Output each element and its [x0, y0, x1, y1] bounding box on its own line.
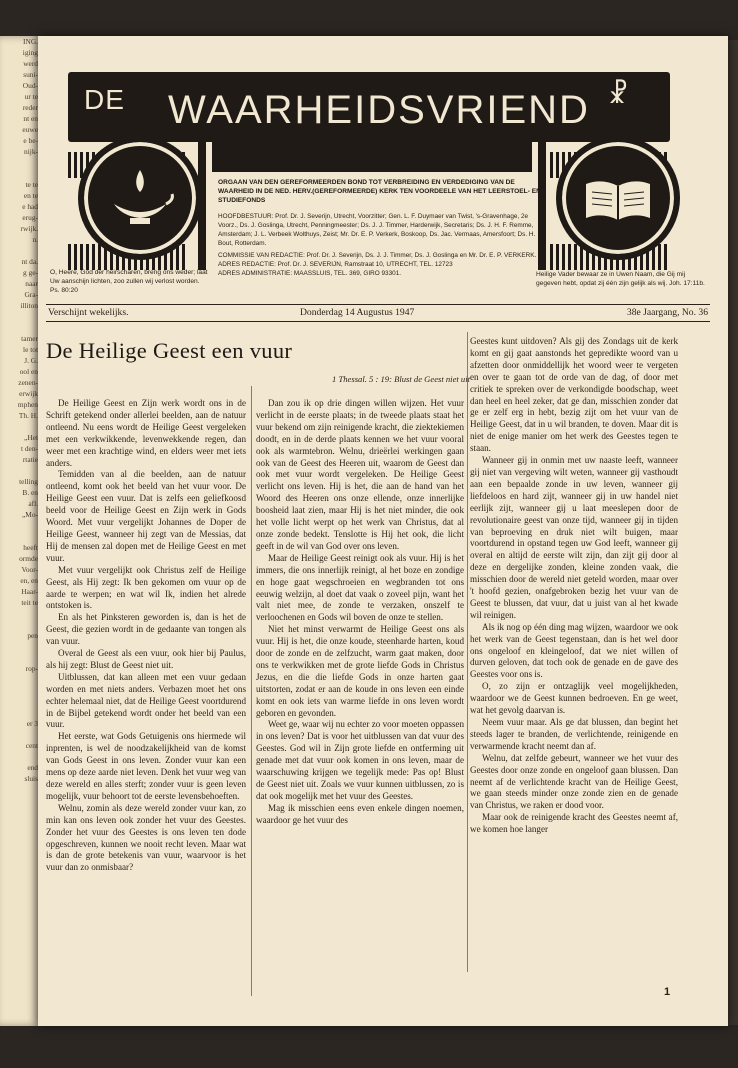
quote-right: Heilige Vader bewaar ze in Uwen Naam, die Gij mij gegeven hebt, opdat zij één zijn gelijk als wij. Joh. 17:11b.	[536, 271, 705, 287]
article-paragraph: Weet ge, waar wij nu echter zo voor moeten oppassen in ons leven? Dat is voor het uitblussen van dat vuur des Geestes. God wil in Zijn grote liefde en ontferming uit genade met dat vuur ook komen in ons leven, maar de waarschuwing krijgen we tegelijk mede: Pas op! Blust de Geest niet uit. Zoals we vuur kunnen uitblussen, zo is dat ook mogelijk met het vuur des Geestes.	[256, 719, 464, 801]
strip-line	[0, 245, 40, 256]
article-paragraph: Het eerste, wat Gods Getuigenis ons hiermede wil inprenten, is wel de noodzakelijkheid van de komst van Gods Geest in ons leven. Zonder vuur kan een mens op deze aarde niet leven. Denk het vuur weg van deze wereld en alles sterft; zonder vuur is geen leven mogelijk, vuur behoort tot de eerste levensbehoeften.	[46, 731, 246, 801]
article-subtitle: 1 Thessal. 5 : 19: Blust de Geest niet uit	[332, 374, 470, 384]
masthead	[48, 46, 712, 301]
article-paragraph: O, zo zijn er ontzaglijk veel mogelijkheden, waardoor we de Geest kunnen bedroeven. En ge weet, wat het gevolg daarvan is.	[470, 681, 678, 716]
strip-line: t den-	[20, 444, 38, 453]
issue-info-bar	[46, 304, 710, 322]
strip-line: Gra-	[24, 290, 38, 299]
article-headline: De Heilige Geest een vuur	[46, 338, 293, 363]
strip-line: ING.	[23, 37, 38, 46]
strip-line	[0, 641, 40, 652]
organ-statement: ORGAAN VAN DEN GEREFORMEERDEN BOND TOT VERBREIDING EN VERDEDIGING VAN DE WAARHEID IN DE NED. HERV.(GEREFORMEERDE) KERK TEN VOORDEELE VAN HET LEERSTOEL- EN STUDIEFONDS	[218, 179, 541, 204]
strip-line	[0, 696, 40, 707]
strip-line: tamer	[21, 334, 38, 343]
article-paragraph: Geestes kunt uitdoven? Als gij des Zondags uit de kerk komt en gij gaat aanstonds het gepredikte woord van u afzetten door onmiddellijk het woord weer te vergeten en over te gaan tot de orde van de dag, of door met critiek te spreken over de verkondigde boodschap, weet dan heel en heel zeker, dat ge dan, misschien zonder dat ge er zelf erg in hebt, bezig zijt om het vuur van de Heilige Geest, dat in u wil branden, te doven. Maar dit is niet de enige manier om het werk des Geestes tegen te staan.	[470, 336, 678, 454]
strip-line	[0, 168, 40, 179]
article-paragraph: Wanneer gij in onmin met uw naaste leeft, wanneer gij niet van vergeving wilt weten, wanneer gij vasthoudt aan een bepaalde zonde in uw leven, wanneer gij liefdeloos en hard zijt, wanneer gij in uw handel niet eerlijk zijt, wanneer gij u laat meeslepen door de revolutionaire geest van onze tijd, wanneer gij in tijden van beproeving en druk niet wilt buigen, maar voortdurend in opstand tegen uw God leeft, wanneer gij overal en altijd de eerste wilt zijn, dan zijt gij door al deze en dergelijke zonden, kleine zonden vaak, die misschien door de wereld niet geteld worden, maar over 't hoofd gezien, onafgebroken bezig het vuur van de Geest te blussen, dat vuur, dat u juist van al het kwade wil reinigen.	[470, 455, 678, 620]
strip-line	[0, 520, 40, 531]
strip-line: e be-	[23, 136, 38, 145]
article-column-3	[470, 336, 678, 836]
strip-line: nijk-	[24, 147, 38, 156]
quote-left: O, Heere, God der heirscharen, breng ons weder; laat Uw aanschijn lichten, zoo zullen wij verlost worden. Ps. 80:20	[50, 269, 208, 294]
article-paragraph: De Heilige Geest en Zijn werk wordt ons in de Schrift getekend onder allerlei beelden, aan de natuur ontleend. Nu eens wordt de Heilige Geest vergeleken met een verkwikkende, levenwekkende regen, dan weer met een krachtige wind, en elders weer met iets anders.	[46, 398, 246, 468]
article-paragraph: Uitblussen, dat kan alleen met een vuur gedaan worden en met niets anders. Verbazen moet het ons echter helemaal niet, dat de Heilige Geest voortdurend in de Bijbel getekend wordt onder het beeld van een vuur.	[46, 671, 246, 730]
strip-line: pen	[27, 631, 38, 640]
strip-line: J. G.	[24, 356, 38, 365]
volume-number: 38e Jaargang, No. 36	[626, 307, 708, 318]
strip-line: afl.	[28, 499, 38, 508]
strip-line	[0, 421, 40, 432]
article-paragraph: Welnu, zomin als deze wereld zonder vuur kan, zo min kan ons leven ook zonder het vuur des Geestes. Zonder het vuur des Geestes is ons leven ten dode opgeschreven, kunnen we nooit recht leven. Maar wat is dan de grote betekenis van vuur, waarvoor is het vuur dan zo onmisbaar?	[46, 802, 246, 873]
article-paragraph: Temidden van al die beelden, aan de natuur ontleend, komt ook het beeld van het vuur voor. De Heilige Geest een vuur. Dat is zelfs een geliefkoosd beeld voor de Heilige Geest en Zijn werk in Gods Woord. Met vuur vergelijkt Johannes de Doper de Heilige Geest, wanneer hij zegt van de Messias, dat Hij de mensen zal dopen met de Heilige Geest en met vuur.	[46, 469, 246, 563]
article-paragraph: Dan zou ik op drie dingen willen wijzen. Het vuur verlicht in de eerste plaats; in de tweede plaats staat het vuur bekend om zijn reinigende kracht, die ziektekiemen doodt, en in de derde plaats kennen we het vuur vooral ook als warmtebron. Welnu, drieërlei werkingen gaan ook van de Geest des Heeren uit, waarom de Geest dan ook met vuur wordt vergeleken. De Heilige Geest verlicht ons leven. Hij is het, die aan de hand van het Woord des Heeren ons onze ellende, onze innerlijke boosheid laat zien, maar Hij is het niet minder, die ook het volle licht werpt op het werk van Christus, dat al onze zonde bedekt. Tenslotte is Hij het ook, die licht geeft in de wil van God over ons leven.	[256, 398, 464, 551]
strip-line: B. en	[22, 488, 38, 497]
article-paragraph: Overal de Geest als een vuur, ook hier bij Paulus, als hij zegt: Blust de Geest niet uit.	[46, 648, 246, 670]
strip-line: ormde	[19, 554, 38, 563]
strip-line: Oud-	[22, 81, 38, 90]
article-paragraph: Maar de Heilige Geest reinigt ook als vuur. Hij is het immers, die ons innerlijk reinigt, al het boze en zondige en hoge gaat wegschroeien en wegbranden tot ons eeuwig welzijn, al doet dat vaak o zoveel pijn, want het valt niet mee, de zonde te verzaken, onszelf te verloochenen en Gods wil boven de onze te stellen.	[256, 552, 464, 623]
newspaper-page	[38, 36, 728, 1026]
strip-line: illiton	[20, 301, 38, 310]
strip-line	[0, 157, 40, 168]
strip-line	[0, 751, 40, 762]
strip-line: rop-	[25, 664, 38, 673]
strip-line: iging	[22, 48, 38, 57]
article-paragraph: Niet het minst verwarmt de Heilige Geest ons als vuur. Hij is het, die onze koude, steenharde harten, koud door de zonde en de zelfzucht, warm gaat maken, door ons te verkwikken met de grote liefde Gods in Christus Jezus, en die die liefde Gods in onze harten gaat uitstorten, zodat er aan de koude in ons leven een einde komt en ook iets van warme liefde in ons leven wordt geboren en gevonden.	[256, 624, 464, 718]
strip-line: naar	[25, 279, 38, 288]
strip-line: en te	[23, 191, 38, 200]
strip-line: euwe	[22, 125, 38, 134]
article-paragraph: Maar ook de reinigende kracht des Geestes neemt af, we komen hoe langer	[470, 812, 678, 835]
adres-redactie: ADRES REDACTIE: Prof. Dr. J. SEVERIJN, Ramstraat 10, UTRECHT, TEL. 12723	[218, 261, 453, 268]
strip-line: end	[27, 763, 38, 772]
column-rule	[251, 386, 252, 996]
issue-date: Donderdag 14 Augustus 1947	[300, 307, 415, 318]
open-bible-icon	[556, 136, 680, 260]
strip-line: le tot	[23, 345, 38, 354]
strip-line	[0, 465, 40, 476]
adjacent-page-strip	[0, 36, 40, 1026]
strip-line: nt da.	[21, 257, 38, 266]
strip-line: e had	[22, 202, 38, 211]
strip-line	[0, 619, 40, 630]
strip-line: erwijk	[19, 389, 38, 398]
strip-line	[0, 311, 40, 322]
article-column-2	[256, 398, 464, 827]
strip-line: te te	[25, 180, 38, 189]
article-column-1	[46, 398, 246, 874]
article-paragraph: Als ik nog op één ding mag wijzen, waardoor we ook het werk van de Geest tegenstaan, dan is het wel door ons ongeloof en kleingeloof, dat we niet willen of durven geloven, dat toch ook de genade en de gave des Geestes voor ons is.	[470, 621, 678, 680]
strip-line	[0, 531, 40, 542]
frequency: Verschijnt wekelijks.	[48, 307, 129, 318]
strip-line: suni-	[23, 70, 38, 79]
strip-line: sluis	[24, 774, 38, 783]
strip-line	[0, 608, 40, 619]
hoofdbestuur: HOOFDBESTUUR: Prof. Dr. J. Severijn, Utrecht, Voorzitter; Gen. L. F. Duymaer van Twist, 's-Gravenhage, 2e Voorz., Ds. J. Goslinga, Utrecht, Penningmeester; Ds. J. J. Timmer, Harderwijk, Secretaris; Ds. J. H. F. Remme, Amsterdam; J. L. Verbeek Wolthuys, Zeist; Mr. Dr. E. P. Verkerk, Boskoop, Ds. Jac. Vermaas, Amersfoort; Ds. H. Bout, Rotterdam.	[218, 213, 536, 247]
strip-line: en, en	[20, 576, 38, 585]
strip-line	[0, 685, 40, 696]
strip-line: heeft	[23, 543, 38, 552]
strip-line: ool en	[19, 367, 38, 376]
chi-rho-icon: ☧	[608, 80, 629, 110]
article-paragraph: En als het Pinksteren geworden is, dan is het de Geest, die gezien wordt in de gedaante van tongen als van vuur.	[46, 612, 246, 647]
strip-line: „Mo-	[21, 510, 38, 519]
page-number: 1	[664, 986, 671, 998]
strip-line: zenen-	[18, 378, 38, 387]
oil-lamp-icon	[78, 136, 202, 260]
strip-line: er 3	[26, 719, 38, 728]
strip-line	[0, 707, 40, 718]
strip-line: Voor-	[21, 565, 38, 574]
strip-line	[0, 674, 40, 685]
article-paragraph: Neem vuur maar. Als ge dat blussen, dan begint het steeds lager te branden, de verlichtende, reinigende en verwarmende kracht neemt dan af.	[470, 717, 678, 751]
adres-administratie: ADRES ADMINISTRATIE: MAASSLUIS, TEL. 369, GIRO 93301.	[218, 270, 402, 277]
strip-line	[0, 322, 40, 333]
strip-line: ur te	[24, 92, 38, 101]
redactie: COMMISSIE VAN REDACTIE: Prof. Dr. J. Severijn, Ds. J. J. Timmer, Ds. J. Goslinga en Mr. Dr. E. P. VERKERK.	[218, 252, 537, 259]
strip-line: Th. H.	[18, 411, 38, 420]
page-edge-shadow	[728, 40, 738, 1025]
strip-line: Haar-	[21, 587, 38, 596]
strip-line: telling	[19, 477, 38, 486]
strip-line: n.	[32, 235, 38, 244]
article-paragraph: Welnu, dat zelfde gebeurt, wanneer we het vuur des Geestes door onze zonde en ongeloof gaan blussen. Dan neemt af de verlichtende kracht van de Heilige Geest, we gaan steeds minder onze zonde zien en de genade van Christus, we raken er dood voor.	[470, 752, 678, 811]
strip-line: reder	[22, 103, 38, 112]
strip-line	[0, 729, 40, 740]
strip-line: werd	[23, 59, 38, 68]
strip-line: rwijk.	[20, 224, 38, 233]
strip-line: teit te	[21, 598, 38, 607]
strip-line: erug-	[22, 213, 38, 222]
masthead-de: DE	[84, 84, 125, 115]
article-paragraph: Mag ik misschien eens even enkele dingen noemen, waardoor ge het vuur des	[256, 802, 464, 825]
strip-line: g ge-	[23, 268, 38, 277]
masthead-band	[212, 142, 532, 172]
strip-line: cent	[25, 741, 38, 750]
column-rule	[467, 332, 468, 972]
strip-line: nt en	[23, 114, 38, 123]
article-paragraph: Met vuur vergelijkt ook Christus zelf de Heilige Geest, als Hij zegt: Ik ben gekomen om vuur op de aarde te werpen; en wat wil Ik, indien het alrede ontstoken is.	[46, 564, 246, 611]
strip-line: mphen	[17, 400, 38, 409]
title-banner	[68, 72, 670, 142]
masthead-title: WAARHEIDSVRIEND	[168, 88, 590, 132]
strip-line	[0, 652, 40, 663]
strip-line: rtatie	[22, 455, 38, 464]
board-listing	[218, 212, 548, 281]
strip-line: „Het	[24, 433, 38, 442]
